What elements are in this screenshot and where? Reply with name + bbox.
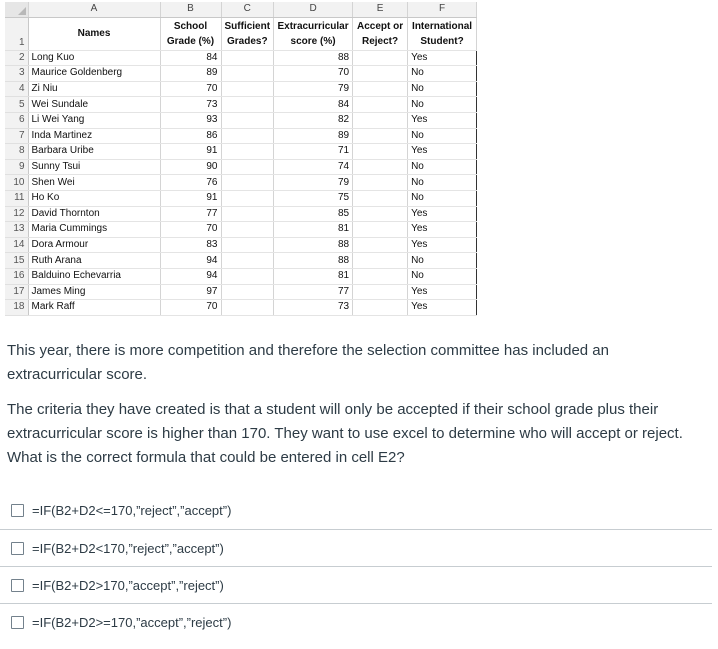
column-header-e[interactable]: E [353,2,408,17]
cell-school-grade[interactable]: 70 [160,81,221,97]
cell-school-grade[interactable]: 89 [160,66,221,82]
cell-sufficient-grades[interactable] [221,175,274,191]
cell-international[interactable]: No [408,190,477,206]
answer-options [0,492,712,640]
row-number[interactable]: 11 [5,190,28,206]
table-row [5,50,477,66]
cell-sufficient-grades[interactable] [221,300,274,316]
cell-extracurricular[interactable]: 73 [274,300,353,316]
cell-extracurricular[interactable]: 81 [274,222,353,238]
cell-extracurricular[interactable]: 84 [274,97,353,113]
cell-name[interactable]: Inda Martinez [28,128,160,144]
row-number[interactable]: 1 [5,17,28,50]
cell-school-grade[interactable]: 70 [160,222,221,238]
table-row [5,81,477,97]
column-header-a[interactable]: A [28,2,160,17]
spreadsheet-body [5,50,477,315]
cell-school-grade[interactable]: 93 [160,112,221,128]
table-row [5,159,477,175]
row-number[interactable]: 12 [5,206,28,222]
cell-name[interactable]: Long Kuo [28,50,160,66]
cell-accept-reject[interactable] [353,237,408,253]
cell-sufficient-grades[interactable] [221,190,274,206]
cell-name[interactable]: David Thornton [28,206,160,222]
cell-sufficient-grades[interactable] [221,237,274,253]
cell-international[interactable]: Yes [408,284,477,300]
cell-sufficient-grades[interactable] [221,268,274,284]
row-number[interactable]: 6 [5,112,28,128]
row-number[interactable]: 2 [5,50,28,66]
table-row [5,300,477,316]
cell-sufficient-grades[interactable] [221,144,274,160]
cell-accept-reject[interactable] [353,159,408,175]
cell-school-grade[interactable]: 90 [160,159,221,175]
cell-international[interactable]: No [408,175,477,191]
cell-extracurricular[interactable]: 74 [274,159,353,175]
cell-school-grade[interactable]: 70 [160,300,221,316]
cell-name[interactable]: Wei Sundale [28,97,160,113]
cell-sufficient-grades[interactable] [221,159,274,175]
cell-international[interactable]: Yes [408,50,477,66]
cell-school-grade[interactable]: 91 [160,144,221,160]
cell-name[interactable]: James Ming [28,284,160,300]
row-number[interactable]: 3 [5,66,28,82]
header-row [5,17,477,50]
cell-international[interactable]: No [408,268,477,284]
answer-option[interactable] [0,566,712,603]
row-number[interactable]: 14 [5,237,28,253]
cell-name[interactable]: Maurice Goldenberg [28,66,160,82]
cell-name[interactable]: Barbara Uribe [28,144,160,160]
cell-accept-reject[interactable] [353,128,408,144]
cell-international[interactable]: Yes [408,300,477,316]
cell-sufficient-grades[interactable] [221,253,274,269]
checkbox[interactable] [11,542,24,555]
cell-school-grade[interactable]: 83 [160,237,221,253]
row-number[interactable]: 9 [5,159,28,175]
cell-extracurricular[interactable]: 79 [274,81,353,97]
cell-accept-reject[interactable] [353,97,408,113]
row-number[interactable]: 15 [5,253,28,269]
cell-international[interactable]: Yes [408,112,477,128]
cell-international[interactable]: No [408,159,477,175]
row-number[interactable]: 18 [5,300,28,316]
cell-international[interactable]: No [408,97,477,113]
answer-option-label: =IF(B2+D2<170,”reject”,”accept”) [32,540,224,556]
column-header-b[interactable]: B [160,2,221,17]
cell-international[interactable]: No [408,253,477,269]
spreadsheet-table [5,2,477,316]
select-all-corner[interactable] [5,2,28,17]
row-number[interactable]: 16 [5,268,28,284]
cell-name[interactable]: Maria Cummings [28,222,160,238]
question-intro: This year, there is more competition and therefore the selection committee has included an extracurricular score. [7,342,609,383]
column-header-row [5,2,477,17]
cell-extracurricular[interactable]: 75 [274,190,353,206]
cell-accept-reject[interactable] [353,175,408,191]
cell-name[interactable]: Dora Armour [28,237,160,253]
cell-accept-reject[interactable] [353,66,408,82]
cell-sufficient-grades[interactable] [221,128,274,144]
table-row [5,222,477,238]
answer-option[interactable] [0,603,712,640]
table-row [5,284,477,300]
answer-option-label: =IF(B2+D2>=170,”accept”,”reject”) [32,614,232,630]
header-extracurricular[interactable]: Extracurricular score (%) [274,17,353,50]
cell-international[interactable]: Yes [408,237,477,253]
cell-name[interactable]: Ruth Arana [28,253,160,269]
table-row [5,97,477,113]
checkbox[interactable] [11,579,24,592]
cell-international[interactable]: No [408,128,477,144]
cell-school-grade[interactable]: 73 [160,97,221,113]
cell-international[interactable]: No [408,66,477,82]
cell-extracurricular[interactable]: 82 [274,112,353,128]
cell-accept-reject[interactable] [353,144,408,160]
answer-option-label: =IF(B2+D2<=170,”reject”,”accept”) [32,503,232,518]
row-number[interactable]: 8 [5,144,28,160]
cell-extracurricular[interactable]: 71 [274,144,353,160]
spreadsheet [5,2,477,316]
answer-option[interactable] [0,492,712,529]
cell-international[interactable]: No [408,81,477,97]
cell-accept-reject[interactable] [353,222,408,238]
cell-extracurricular[interactable]: 89 [274,128,353,144]
row-number[interactable]: 5 [5,97,28,113]
table-row [5,268,477,284]
header-names[interactable]: Names [28,17,160,50]
cell-sufficient-grades[interactable] [221,81,274,97]
cell-accept-reject[interactable] [353,81,408,97]
cell-name[interactable]: Sunny Tsui [28,159,160,175]
cell-accept-reject[interactable] [353,284,408,300]
cell-sufficient-grades[interactable] [221,284,274,300]
header-school-grade[interactable]: School Grade (%) [160,17,221,50]
table-row [5,253,477,269]
cell-name[interactable]: Shen Wei [28,175,160,191]
row-number[interactable]: 4 [5,81,28,97]
cell-school-grade[interactable]: 86 [160,128,221,144]
answer-option[interactable] [0,529,712,566]
table-row [5,190,477,206]
cell-extracurricular[interactable]: 88 [274,253,353,269]
cell-school-grade[interactable]: 77 [160,206,221,222]
cell-sufficient-grades[interactable] [221,222,274,238]
cell-sufficient-grades[interactable] [221,97,274,113]
cell-school-grade[interactable]: 91 [160,190,221,206]
cell-school-grade[interactable]: 94 [160,253,221,269]
column-header-d[interactable]: D [274,2,353,17]
cell-accept-reject[interactable] [353,206,408,222]
cell-extracurricular[interactable]: 88 [274,237,353,253]
header-international[interactable]: International Student? [408,17,477,50]
row-number[interactable]: 10 [5,175,28,191]
cell-school-grade[interactable]: 94 [160,268,221,284]
cell-school-grade[interactable]: 76 [160,175,221,191]
answer-option-label: =IF(B2+D2>170,”accept”,”reject”) [32,577,224,593]
cell-school-grade[interactable]: 84 [160,50,221,66]
row-number[interactable]: 17 [5,284,28,300]
cell-international[interactable]: Yes [408,206,477,222]
cell-accept-reject[interactable] [353,253,408,269]
cell-accept-reject[interactable] [353,112,408,128]
cell-accept-reject[interactable] [353,190,408,206]
table-row [5,66,477,82]
cell-extracurricular[interactable]: 81 [274,268,353,284]
question-prompt: The criteria they have created is that a student will only be accepted if their school grade plus their extracurricular score is higher than 170. They want to use excel to determine who will accept or reject. What is the correct formula that could be entered in cell E2? [7,401,683,466]
checkbox[interactable] [11,504,24,517]
cell-sufficient-grades[interactable] [221,112,274,128]
table-row [5,206,477,222]
row-number[interactable]: 7 [5,128,28,144]
cell-sufficient-grades[interactable] [221,50,274,66]
table-row [5,237,477,253]
cell-name[interactable]: Ho Ko [28,190,160,206]
cell-extracurricular[interactable]: 79 [274,175,353,191]
header-accept-reject[interactable]: Accept or Reject? [353,17,408,50]
cell-extracurricular[interactable]: 70 [274,66,353,82]
header-sufficient-grades[interactable]: Sufficient Grades? [221,17,274,50]
cell-name[interactable]: Mark Raff [28,300,160,316]
column-header-f[interactable]: F [408,2,477,17]
cell-name[interactable]: Zi Niu [28,81,160,97]
cell-extracurricular[interactable]: 85 [274,206,353,222]
cell-accept-reject[interactable] [353,300,408,316]
cell-extracurricular[interactable]: 88 [274,50,353,66]
table-row [5,112,477,128]
cell-name[interactable]: Balduino Echevarria [28,268,160,284]
cell-accept-reject[interactable] [353,268,408,284]
cell-accept-reject[interactable] [353,50,408,66]
row-number[interactable]: 13 [5,222,28,238]
table-row [5,128,477,144]
cell-sufficient-grades[interactable] [221,206,274,222]
table-row [5,144,477,160]
cell-school-grade[interactable]: 97 [160,284,221,300]
column-header-c[interactable]: C [221,2,274,17]
cell-extracurricular[interactable]: 77 [274,284,353,300]
cell-name[interactable]: Li Wei Yang [28,112,160,128]
cell-sufficient-grades[interactable] [221,66,274,82]
checkbox[interactable] [11,616,24,629]
table-row [5,175,477,191]
cell-international[interactable]: Yes [408,222,477,238]
cell-international[interactable]: Yes [408,144,477,160]
